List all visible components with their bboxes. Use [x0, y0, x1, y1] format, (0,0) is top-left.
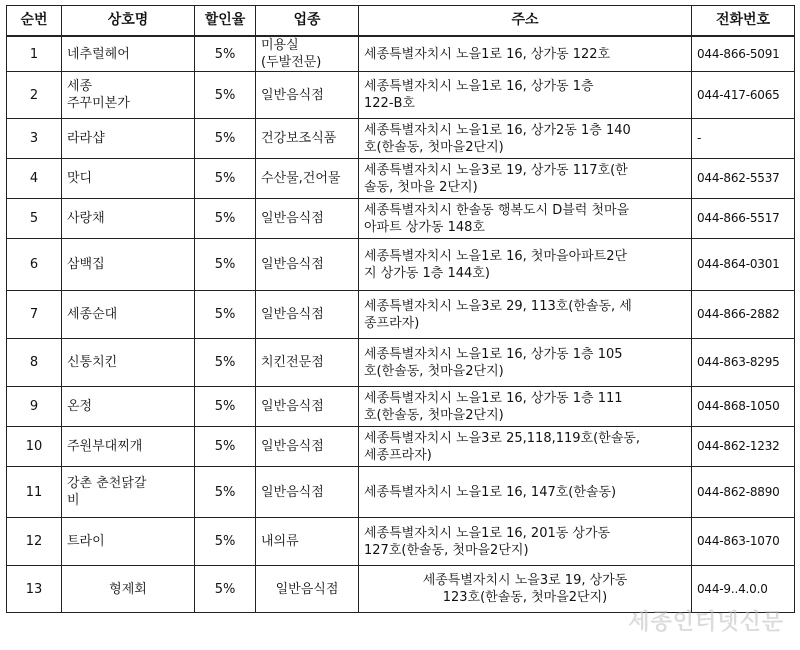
phone-number-cell: 044-866-5091 — [692, 36, 795, 72]
address-cell: 세종특별자치시 노을1로 16, 상가동 1층 105 호(한솔동, 첫마을2단지) — [359, 339, 692, 387]
store-name-cell: 사랑채 — [62, 199, 195, 239]
phone-number-cell: 044-868-1050 — [692, 387, 795, 427]
address-cell: 세종특별자치시 노을1로 16, 상가2동 1층 140 호(한솔동, 첫마을2단지) — [359, 119, 692, 159]
store-name-cell: 맛디 — [62, 159, 195, 199]
table-row — [7, 36, 795, 72]
discount-rate-cell: 5% — [195, 566, 256, 613]
table-row — [7, 566, 795, 613]
row-number-cell: 8 — [7, 339, 62, 387]
business-type-cell: 일반음식점 — [256, 387, 359, 427]
address-cell: 세종특별자치시 노을1로 16, 147호(한솔동) — [359, 467, 692, 518]
phone-number-cell: 044-866-5517 — [692, 199, 795, 239]
discount-store-table — [6, 5, 795, 613]
discount-rate-cell: 5% — [195, 36, 256, 72]
table-row — [7, 72, 795, 119]
business-type-cell: 일반음식점 — [256, 199, 359, 239]
table-row — [7, 427, 795, 467]
phone-number-cell: 044-862-8890 — [692, 467, 795, 518]
business-type-cell: 치킨전문점 — [256, 339, 359, 387]
store-name-cell: 형제회 — [62, 566, 195, 613]
header-store-name: 상호명 — [62, 6, 195, 37]
table-row — [7, 239, 795, 291]
discount-rate-cell: 5% — [195, 467, 256, 518]
phone-number-cell: 044-862-1232 — [692, 427, 795, 467]
header-business-type: 업종 — [256, 6, 359, 37]
phone-number-cell: 044-863-1070 — [692, 518, 795, 566]
phone-number-cell: 044-9..4.0.0 — [692, 566, 795, 613]
discount-rate-cell: 5% — [195, 119, 256, 159]
table-body — [7, 36, 795, 613]
store-name-cell: 삼백집 — [62, 239, 195, 291]
header-row — [7, 6, 795, 37]
discount-rate-cell: 5% — [195, 199, 256, 239]
discount-rate-cell: 5% — [195, 387, 256, 427]
store-name-cell: 주원부대찌개 — [62, 427, 195, 467]
business-type-cell: 미용실 (두발전문) — [256, 36, 359, 72]
discount-rate-cell: 5% — [195, 339, 256, 387]
table-row — [7, 291, 795, 339]
business-type-cell: 수산물,건어물 — [256, 159, 359, 199]
store-name-cell: 강촌 춘천닭갈 비 — [62, 467, 195, 518]
row-number-cell: 6 — [7, 239, 62, 291]
business-type-cell: 내의류 — [256, 518, 359, 566]
discount-rate-cell: 5% — [195, 159, 256, 199]
address-cell: 세종특별자치시 노을1로 16, 상가동 122호 — [359, 36, 692, 72]
row-number-cell: 12 — [7, 518, 62, 566]
store-name-cell: 네추럴헤어 — [62, 36, 195, 72]
watermark-logo: 세종인터넷신문 — [628, 610, 784, 635]
address-cell: 세종특별자치시 노을3로 25,118,119호(한솔동, 세종프라자) — [359, 427, 692, 467]
row-number-cell: 4 — [7, 159, 62, 199]
header-phone: 전화번호 — [692, 6, 795, 37]
business-type-cell: 일반음식점 — [256, 566, 359, 613]
phone-number-cell: - — [692, 119, 795, 159]
phone-number-cell: 044-866-2882 — [692, 291, 795, 339]
discount-rate-cell: 5% — [195, 239, 256, 291]
table-row — [7, 467, 795, 518]
row-number-cell: 2 — [7, 72, 62, 119]
row-number-cell: 3 — [7, 119, 62, 159]
store-name-cell: 신통치킨 — [62, 339, 195, 387]
discount-rate-cell: 5% — [195, 291, 256, 339]
address-cell: 세종특별자치시 노을1로 16, 상가동 1층 122-B호 — [359, 72, 692, 119]
table-row — [7, 339, 795, 387]
store-name-cell: 세종순대 — [62, 291, 195, 339]
address-cell: 세종특별자치시 노을3로 19, 상가동 123호(한솔동, 첫마을2단지) — [359, 566, 692, 613]
row-number-cell: 13 — [7, 566, 62, 613]
address-cell: 세종특별자치시 한솔동 행복도시 D블럭 첫마을 아파트 상가동 148호 — [359, 199, 692, 239]
address-cell: 세종특별자치시 노을3로 19, 상가동 117호(한 솔동, 첫마을 2단지) — [359, 159, 692, 199]
row-number-cell: 9 — [7, 387, 62, 427]
phone-number-cell: 044-862-5537 — [692, 159, 795, 199]
store-name-cell: 라라샵 — [62, 119, 195, 159]
row-number-cell: 7 — [7, 291, 62, 339]
business-type-cell: 일반음식점 — [256, 291, 359, 339]
business-type-cell: 건강보조식품 — [256, 119, 359, 159]
header-no: 순번 — [7, 6, 62, 37]
business-type-cell: 일반음식점 — [256, 427, 359, 467]
address-cell: 세종특별자치시 노을1로 16, 첫마을아파트2단 지 상가동 1층 144호) — [359, 239, 692, 291]
store-name-cell: 트라이 — [62, 518, 195, 566]
store-name-cell: 세종 주꾸미본가 — [62, 72, 195, 119]
address-cell: 세종특별자치시 노을1로 16, 상가동 1층 111 호(한솔동, 첫마을2단지) — [359, 387, 692, 427]
row-number-cell: 5 — [7, 199, 62, 239]
table-row — [7, 199, 795, 239]
row-number-cell: 11 — [7, 467, 62, 518]
header-address: 주소 — [359, 6, 692, 37]
table-row — [7, 159, 795, 199]
store-name-cell: 온정 — [62, 387, 195, 427]
discount-rate-cell: 5% — [195, 427, 256, 467]
business-type-cell: 일반음식점 — [256, 239, 359, 291]
table-row — [7, 518, 795, 566]
business-type-cell: 일반음식점 — [256, 467, 359, 518]
row-number-cell: 1 — [7, 36, 62, 72]
phone-number-cell: 044-864-0301 — [692, 239, 795, 291]
discount-rate-cell: 5% — [195, 518, 256, 566]
business-type-cell: 일반음식점 — [256, 72, 359, 119]
table-row — [7, 119, 795, 159]
address-cell: 세종특별자치시 노을3로 29, 113호(한솔동, 세 종프라자) — [359, 291, 692, 339]
table-row — [7, 387, 795, 427]
phone-number-cell: 044-863-8295 — [692, 339, 795, 387]
address-cell: 세종특별자치시 노을1로 16, 201동 상가동 127호(한솔동, 첫마을2단지) — [359, 518, 692, 566]
header-discount-rate: 할인율 — [195, 6, 256, 37]
phone-number-cell: 044-417-6065 — [692, 72, 795, 119]
row-number-cell: 10 — [7, 427, 62, 467]
discount-rate-cell: 5% — [195, 72, 256, 119]
